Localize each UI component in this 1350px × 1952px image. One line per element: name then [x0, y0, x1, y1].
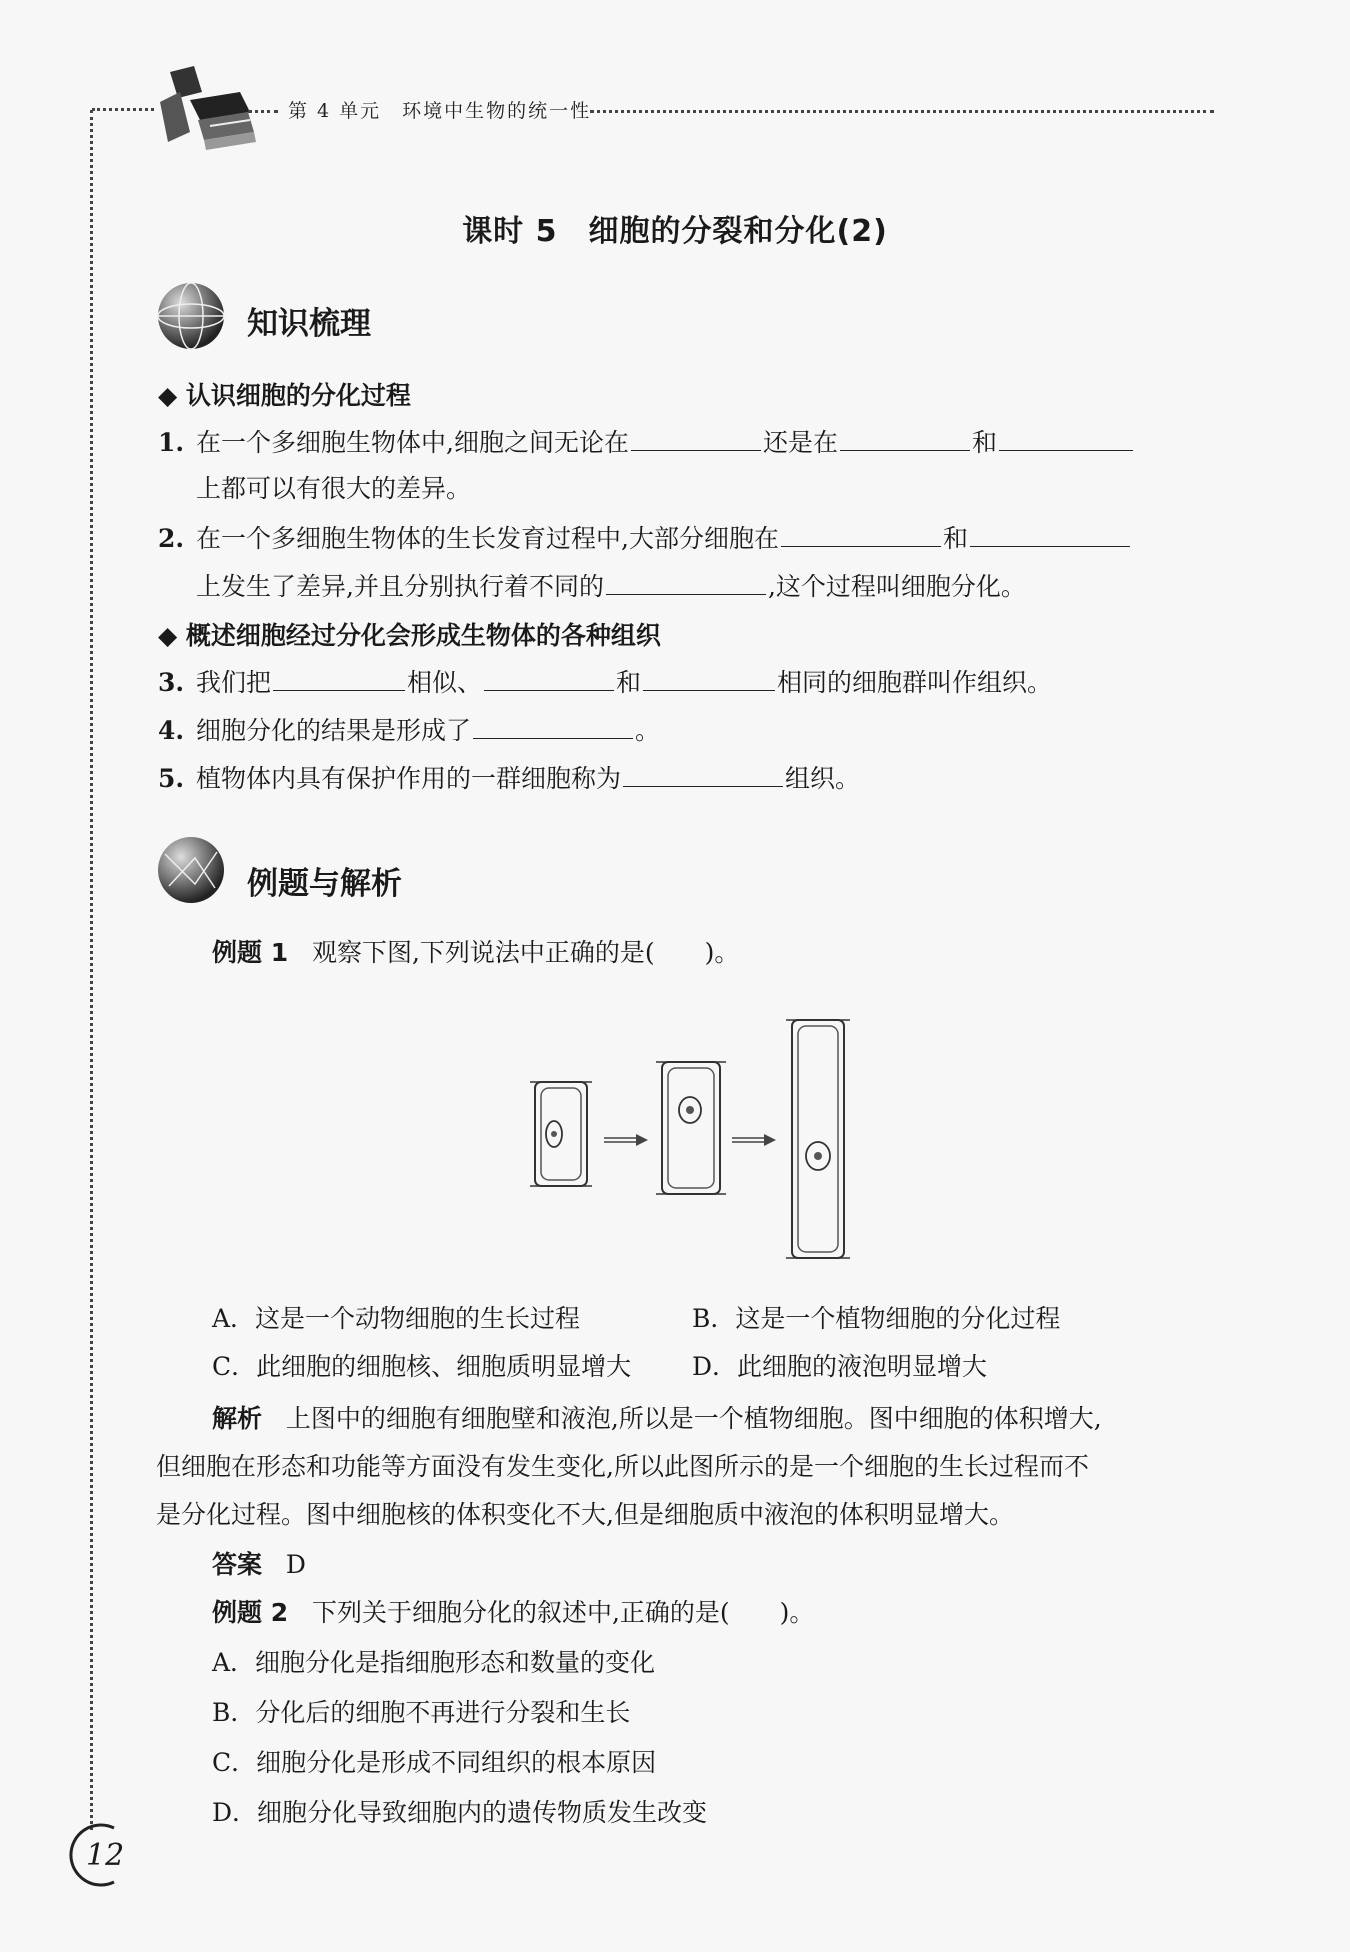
- example-2-option-c: C．细胞分化是形成不同组织的根本原因: [212, 1748, 657, 1777]
- question-text: 相似、: [407, 668, 483, 697]
- frame-dotted-left: [90, 110, 93, 1830]
- question-text: ,这个过程叫细胞分化。: [767, 572, 1026, 601]
- example-text: 观察下图,下列说法中正确的是( )。: [311, 938, 740, 967]
- section-knowledge-heading: [155, 280, 555, 360]
- answer-label: 答案: [212, 1550, 263, 1579]
- example-2-question: [212, 1596, 814, 1630]
- answer-blank[interactable]: [840, 424, 970, 451]
- analysis-line-1: [212, 1402, 1102, 1436]
- question-2-line-2: [196, 568, 1026, 604]
- answer-value: D: [285, 1550, 306, 1579]
- analysis-line-3: 是分化过程。图中细胞核的体积变化不大,但是细胞质中液泡的体积明显增大。: [156, 1500, 1014, 1529]
- question-number: 3.: [158, 668, 185, 697]
- medium-cell-figure: [656, 1062, 726, 1194]
- large-cell-figure: [786, 1020, 850, 1258]
- question-text: 我们把: [196, 668, 272, 697]
- question-number: 4.: [158, 716, 185, 745]
- globe-icon: [155, 280, 227, 352]
- answer-blank[interactable]: [970, 520, 1130, 547]
- cell-growth-figure: [520, 1010, 860, 1270]
- question-2-line-1: [158, 520, 1132, 556]
- question-1-line-2: 上都可以有很大的差异。: [196, 474, 472, 503]
- question-text: 和: [616, 668, 642, 697]
- header-dots-left: [248, 110, 278, 113]
- analysis-text: 上图中的细胞有细胞壁和液泡,所以是一个植物细胞。图中细胞的体积增大,: [285, 1404, 1102, 1433]
- analysis-label: 解析: [212, 1404, 263, 1433]
- arrow-icon: [604, 1134, 648, 1146]
- small-cell-figure: [530, 1082, 592, 1186]
- analysis-line-2: 但细胞在形态和功能等方面没有发生变化,所以此图所示的是一个细胞的生长过程而不: [156, 1452, 1089, 1481]
- example-2-option-a: A．细胞分化是指细胞形态和数量的变化: [212, 1648, 656, 1677]
- question-text: 相同的细胞群叫作组织。: [777, 668, 1053, 697]
- example-1-question: [212, 936, 739, 970]
- subheading-differentiation-process: ◆ 认识细胞的分化过程: [158, 381, 411, 410]
- question-text: 细胞分化的结果是形成了: [196, 716, 472, 745]
- answer-blank[interactable]: [606, 568, 766, 595]
- question-number: 1.: [158, 428, 185, 457]
- answer-blank[interactable]: [473, 712, 633, 739]
- example-2-option-d: D．细胞分化导致细胞内的遗传物质发生改变: [212, 1798, 708, 1827]
- arrow-icon: [732, 1134, 776, 1146]
- globe-icon: [155, 834, 227, 906]
- question-text: 和: [971, 428, 997, 457]
- example-2-option-b: B．分化后的细胞不再进行分裂和生长: [212, 1698, 631, 1727]
- example-label: 例题 2: [212, 1598, 289, 1627]
- question-text: 还是在: [762, 428, 838, 457]
- subheading-tissue-formation: ◆ 概述细胞经过分化会形成生物体的各种组织: [158, 621, 661, 650]
- section-examples-heading: [155, 834, 555, 914]
- example-text: 下列关于细胞分化的叙述中,正确的是( )。: [311, 1598, 815, 1627]
- page-number: 12: [86, 1838, 125, 1873]
- answer-blank[interactable]: [643, 664, 775, 691]
- question-number: 5.: [158, 764, 185, 793]
- header-dots-right: [590, 110, 1214, 113]
- example-1-option-d: D．此细胞的液泡明显增大: [692, 1352, 988, 1381]
- question-1-line-1: [158, 424, 1135, 460]
- question-text: 在一个多细胞生物体中,细胞之间无论在: [196, 428, 629, 457]
- example-1-option-a: A．这是一个动物细胞的生长过程: [212, 1304, 581, 1333]
- example-1-option-c: C．此细胞的细胞核、细胞质明显增大: [212, 1352, 632, 1381]
- answer-blank[interactable]: [623, 760, 783, 787]
- example-1-option-b: B．这是一个植物细胞的分化过程: [692, 1304, 1061, 1333]
- answer-blank[interactable]: [484, 664, 614, 691]
- question-text: 在一个多细胞生物体的生长发育过程中,大部分细胞在: [196, 524, 779, 553]
- question-text: 上发生了差异,并且分别执行着不同的: [196, 572, 604, 601]
- section-knowledge-title: 知识梳理: [247, 306, 371, 342]
- page-number-badge: [62, 1820, 132, 1890]
- answer-line: [212, 1548, 306, 1582]
- lesson-title: 课时 5 细胞的分裂和分化(2): [462, 214, 888, 249]
- answer-blank[interactable]: [781, 520, 941, 547]
- example-label: 例题 1: [212, 938, 289, 967]
- question-4: [158, 712, 660, 748]
- question-5: [158, 760, 860, 796]
- question-number: 2.: [158, 524, 185, 553]
- header-unit-text: 第 4 单元 环境中生物的统一性: [288, 100, 592, 122]
- question-text: 组织。: [785, 764, 861, 793]
- answer-blank[interactable]: [273, 664, 405, 691]
- section-examples-title: 例题与解析: [247, 866, 402, 902]
- frame-dotted-top: [92, 108, 154, 111]
- question-text: 和: [942, 524, 968, 553]
- books-logo-icon: [150, 62, 260, 152]
- answer-blank[interactable]: [999, 424, 1133, 451]
- question-text: 。: [635, 716, 661, 745]
- answer-blank[interactable]: [631, 424, 761, 451]
- question-text: 植物体内具有保护作用的一群细胞称为: [196, 764, 622, 793]
- question-3: [158, 664, 1052, 700]
